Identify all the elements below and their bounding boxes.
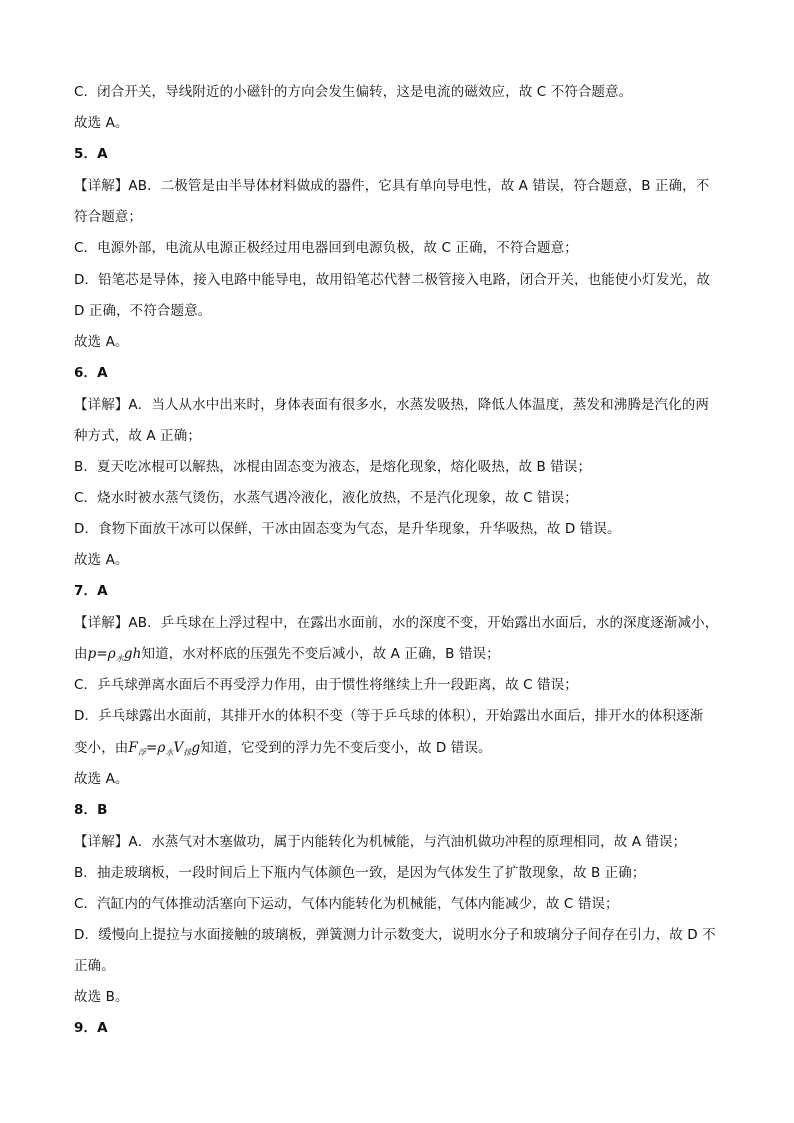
text-line: D．铅笔芯是导体，接入电路中能导电，故用铅笔芯代替二极管接入电路，闭合开关，也能使小灯发光，故 <box>74 272 711 288</box>
text-fragment: 知道，它受到的浮力先不变后变小，故 D 错误。 <box>200 740 492 756</box>
text-fragment: 知道，水对杯底的压强先不变后减小，故 A 正确，B 错误； <box>141 646 500 662</box>
text-line: 种方式，故 A 正确； <box>74 428 201 444</box>
text-line: 【详解】AB．二极管是由半导体材料做成的器件，它具有单向导电性，故 A 错误，符合题意，B 正确，不 <box>74 178 710 194</box>
answer-number: 9．A <box>74 1020 108 1036</box>
text-line: 【详解】A．水蒸气对木塞做功，属于内能转化为机械能，与汽油机做功冲程的原理相同，故 A 错误； <box>74 834 687 850</box>
text-line: D 正确，不符合题意。 <box>74 303 212 319</box>
text-fragment: 由 <box>74 646 88 662</box>
text-line: C．烧水时被水蒸气烫伤，水蒸气遇冷液化，液化放热，不是汽化现象，故 C 错误； <box>74 490 578 506</box>
formula-g: g <box>191 740 201 756</box>
formula-line-pressure <box>74 645 724 668</box>
answer-number: 6．A <box>74 365 108 381</box>
formula-gh: gh <box>123 646 142 662</box>
text-line: D．食物下面放干冰可以保鲜，干冰由固态变为气态，是升华现象，升华吸热，故 D 错误。 <box>74 521 621 537</box>
text-line: B．抽走玻璃板，一段时间后上下瓶内气体颜色一致，是因为气体发生了扩散现象，故 B 正确； <box>74 865 646 881</box>
answer-number: 7．A <box>74 583 108 599</box>
text-line: C．闭合开关，导线附近的小磁针的方向会发生偏转，这是电流的磁效应，故 C 不符合题意。 <box>74 84 633 100</box>
answer-number: 8．B <box>74 802 108 818</box>
formula-density: =ρ <box>145 740 166 756</box>
text-line: 【详解】A．当人从水中出来时，身体表面有很多水，水蒸发吸热，降低人体温度，蒸发和沸腾是汽化的两 <box>74 397 709 413</box>
formula-subscript: 水 <box>165 748 174 757</box>
text-line: C．汽缸内的气体推动活塞向下运动，气体内能转化为机械能，气体内能减少，故 C 错误； <box>74 896 619 912</box>
formula-subscript: 浮 <box>137 748 146 757</box>
text-fragment: 变小，由 <box>74 740 129 756</box>
text-line: 【详解】AB．乒乓球在上浮过程中，在露出水面前，水的深度不变，开始露出水面后，水的深度逐渐减小， <box>74 615 719 631</box>
text-line: 故选 A。 <box>74 771 129 787</box>
formula-subscript: 水 <box>115 654 124 663</box>
text-line: C．乒乓球弹离水面后不再受浮力作用，由于惯性将继续上升一段距离，故 C 错误； <box>74 677 578 693</box>
text-line: 符合题意； <box>74 209 142 225</box>
text-line: B．夏天吃冰棍可以解热，冰棍由固态变为液态，是熔化现象，熔化吸热，故 B 错误； <box>74 459 592 475</box>
text-line: 故选 A。 <box>74 334 129 350</box>
text-line: D．缓慢向上提拉与水面接触的玻璃板，弹簧测力计示数变大，说明水分子和玻璃分子间存在引力，故 D 不 <box>74 927 716 943</box>
formula-subscript: 排 <box>183 748 192 757</box>
text-line: 故选 A。 <box>74 115 129 131</box>
formula-volume: V <box>173 740 184 756</box>
text-line: 故选 B。 <box>74 989 129 1005</box>
formula-force: F <box>128 740 138 756</box>
text-line: C．电源外部，电流从电源正极经过用电器回到电源负极，故 C 正确，不符合题意； <box>74 240 578 256</box>
text-line: 正确。 <box>74 958 115 974</box>
text-line: D．乒乓球露出水面前，其排开水的体积不变（等于乒乓球的体积），开始露出水面后，排开水的体积逐渐 <box>74 708 704 724</box>
formula-line-buoyancy <box>74 739 724 762</box>
text-line: 故选 A。 <box>74 552 129 568</box>
answer-number: 5．A <box>74 146 108 162</box>
formula-pressure: p=ρ <box>87 646 116 662</box>
